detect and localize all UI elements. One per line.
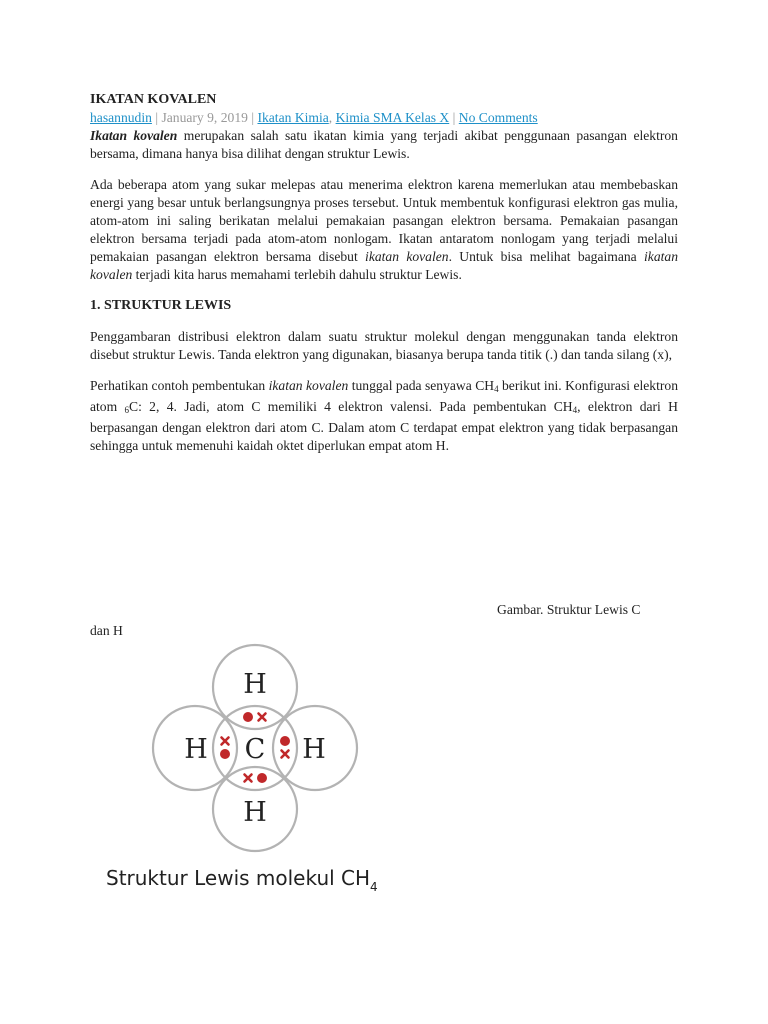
author-link[interactable]: hasannudin <box>90 110 152 125</box>
atom-h-top: H <box>243 669 267 700</box>
figure-caption: Gambar. Struktur Lewis C <box>497 602 641 617</box>
text-run: Perhatikan contoh pembentukan <box>90 378 269 393</box>
text-run: . Untuk bisa melihat bagaimana <box>448 249 645 264</box>
lewis-structure-label <box>106 866 378 894</box>
electron-dot-left <box>220 749 230 759</box>
paragraph-intro <box>90 127 678 163</box>
italic-term: ikatan kovalen <box>268 378 349 393</box>
meta-separator: | <box>449 110 459 125</box>
italic-term: ikatan kovalen <box>365 249 449 264</box>
text-run: , elektron dari H berpasangan dengan elektron dari atom C. Dalam atom C terdapat empat elektron yang tidak berpasangan sehingga untuk memenuhi kaidah oktet diperlukan empat atom H. <box>90 399 678 453</box>
italic-term: ikatan kovalen <box>90 249 678 282</box>
electron-cross-right <box>282 751 289 758</box>
lewis-label-subscript: 4 <box>370 880 378 894</box>
electron-dot-right <box>280 736 290 746</box>
intro-text: merupakan salah satu ikatan kimia yang terjadi akibat penggunaan pasangan elektron bersama, dimana hanya bisa dilihat dengan struktur Lewis. <box>90 128 678 161</box>
text-run: terjadi kita harus memahami terlebih dahulu struktur Lewis. <box>132 267 462 282</box>
text-run: berikut ini. Konfigurasi elektron atom <box>90 378 678 414</box>
lewis-label-text: Struktur Lewis molekul CH <box>106 866 371 890</box>
subscript: 4 <box>494 384 499 394</box>
atom-h-left: H <box>184 734 208 765</box>
paragraph-lewis-definition: Penggambaran distribusi elektron dalam suatu struktur molekul dengan menggunakan tanda elektron disebut struktur Lewis. Tanda elektron yang digunakan, biasanya berupa tanda titik (.) dan tanda silang (x), <box>90 329 678 362</box>
atom-c-center: C <box>244 734 266 765</box>
intro-term: Ikatan kovalen <box>90 128 178 143</box>
category-link-kimia-sma[interactable]: Kimia SMA Kelas X <box>335 110 450 125</box>
atom-h-bottom: H <box>243 797 267 828</box>
meta-comma: , <box>328 110 336 125</box>
comments-link[interactable]: No Comments <box>458 110 538 125</box>
post-meta <box>90 109 678 127</box>
article-title: IKATAN KOVALEN <box>90 92 217 107</box>
subscript: 6 <box>124 405 130 415</box>
post-date: January 9, 2019 <box>161 110 248 125</box>
electron-dot-top <box>243 712 253 722</box>
electron-cross-top <box>259 714 266 721</box>
text-run: tunggal pada senyawa CH <box>348 378 495 393</box>
article <box>90 91 678 455</box>
meta-separator: | <box>151 110 162 125</box>
electron-dot-bottom <box>257 773 267 783</box>
subscript: 4 <box>572 405 578 415</box>
figure-caption-continued: dan H <box>90 623 123 638</box>
atom-h-right: H <box>302 734 326 765</box>
meta-separator: | <box>247 110 258 125</box>
paragraph-explanation <box>90 176 678 284</box>
text-run: Ada beberapa atom yang sukar melepas atau menerima elektron karena memerlukan atau membebaskan energi yang besar untuk berlangsungnya proses tersebut. Untuk membentuk konfigurasi elektron gas mulia, atom-atom ini saling berikatan melalui pemakaian pasangan elektron bersama. Pemakaian pasangan elektron bersama terjadi pada atom-atom nonlogam. Ikatan antaratom nonlogam yang terjadi melalui pemakaian pasangan elektron bersama disebut <box>90 177 678 264</box>
text-run: C: 2, 4. Jadi, atom C memiliki 4 elektron valensi. Pada pembentukan CH <box>129 399 573 414</box>
paragraph-ch4-example <box>90 377 678 455</box>
section-heading: 1. STRUKTUR LEWIS <box>90 298 232 313</box>
electron-cross-left <box>222 738 229 745</box>
category-link-ikatan-kimia[interactable]: Ikatan Kimia <box>257 110 329 125</box>
electron-cross-bottom <box>245 775 252 782</box>
